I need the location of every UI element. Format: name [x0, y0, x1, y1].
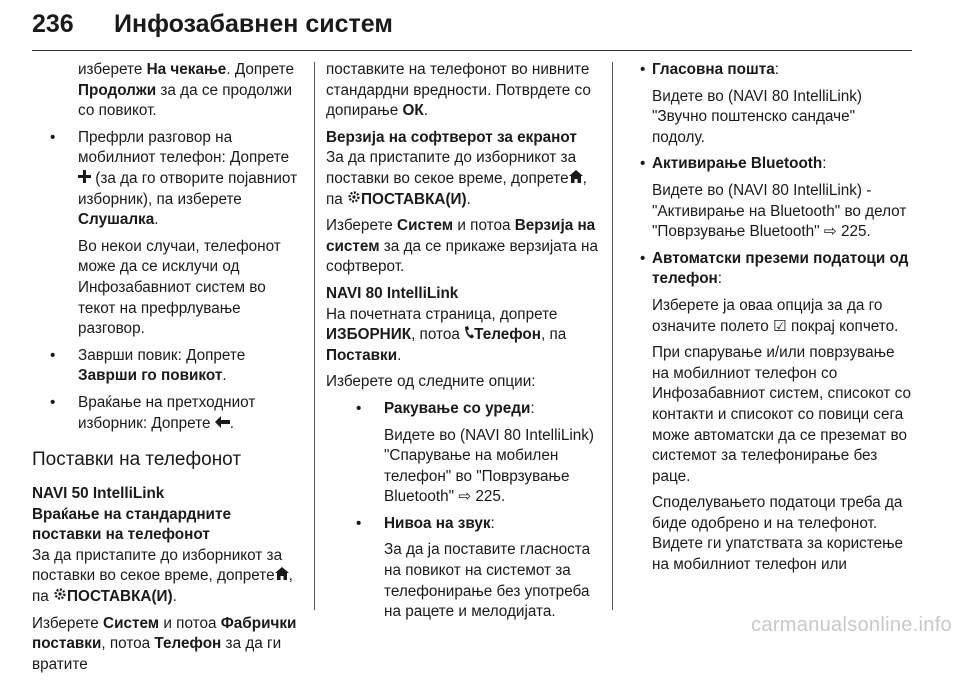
list-item-voicemail: • Гласовна пошта:: [622, 60, 912, 81]
sound-levels-desc: За да ја поставите гласноста на повикот на системот за телефонирање без употреба на рацете и мелодијата.: [384, 541, 591, 621]
column-2: [326, 60, 602, 629]
page-header: [32, 10, 912, 51]
restore-paragraph: За да пристапите до изборникот за поставки во секое време, допрете , па ПОСТАВКА(И).: [32, 546, 304, 608]
choose-paragraph: Изберете од следните опции:: [326, 373, 536, 391]
gear-icon: [53, 587, 67, 608]
subheading-navi80: NAVI 80 IntelliLink: [326, 284, 459, 302]
page-number: 236: [32, 10, 74, 38]
bluetooth-desc: Видете во (NAVI 80 IntelliLink) - "Активирање на Bluetooth" во делот "Поврзување Bluetooth" ⇨ 225.: [622, 181, 912, 243]
software-paragraph: За да пристапите до изборникот за поставки во секое време, допрете , па ПОСТАВКА(И).: [326, 148, 602, 210]
voicemail-desc: Видете во (NAVI 80 IntelliLink) "Звучно поштенско сандаче" подолу.: [652, 87, 863, 146]
plus-icon: [78, 169, 91, 190]
pairing-paragraph: При спарување и/или поврзување на мобилниот телефон со Инфозабавниот систем, списокот со контакти и списокот со повици сега може автоматски да се преземат во системот за телефонирање без раце.: [652, 344, 911, 485]
select-paragraph: Изберете Систем и потоа Фабрички поставки, потоа Телефон за да ги вратите: [32, 614, 297, 673]
subheading-software-version: Верзија на софтверот за екранот: [326, 128, 577, 146]
section-heading: Поставки на телефонот: [32, 449, 242, 471]
gear-icon: [347, 190, 361, 211]
list-item-transfer-call: • Префрли разговор на мобилниот телефон: Допрете (за да го отворите појавниот изборник), па изберете Слушалка.: [32, 128, 304, 231]
continuation-paragraph: поставките на телефонот во нивните стандардни вредности. Потврдете со допирање ОК.: [326, 61, 591, 120]
back-arrow-icon: [215, 414, 230, 435]
list-item-auto-download: • Автоматски преземи податоци од телефон:: [622, 249, 912, 290]
subheading-navi50: NAVI 50 IntelliLink: [32, 485, 165, 503]
column-1: [32, 60, 304, 681]
sharing-paragraph: Споделувањето податоци треба да биде одобрено и на телефонот. Видете ги упатствата за користење на мобилниот телефон или: [652, 494, 904, 574]
auto-download-desc: Изберете ја оваа опција за да го означите полето ☑ покрај копчето.: [622, 296, 912, 337]
list-item-sound-levels: • Нивоа на звук:: [326, 514, 602, 535]
page-title: Инфозабавнен систем: [114, 10, 393, 38]
subheading-restore: Враќање на стандардните поставки на телефонот: [32, 505, 231, 544]
column-divider: [612, 62, 613, 610]
list-item-back: • Враќање на претходниот изборник: Допрете .: [32, 393, 304, 434]
list-item-end-call: • Заврши повик: Допрете Заврши го повикот.: [32, 346, 304, 387]
list-item-bluetooth: • Активирање Bluetooth:: [622, 154, 912, 175]
column-divider: [314, 62, 315, 610]
device-management-desc: Видете во (NAVI 80 IntelliLink) "Спарување на мобилен телефон" во "Поврзување Bluetooth" ⇨ 225.: [326, 426, 602, 508]
page-reference-icon: ⇨: [823, 223, 837, 241]
watermark: carmanualsonline.info: [751, 614, 952, 637]
checkbox-icon: ☑: [773, 317, 787, 335]
home-icon: [569, 169, 583, 190]
list-item-device-management: • Ракување со уреди:: [326, 399, 602, 420]
intro-paragraph: изберете На чекање. Допрете Продолжи за да се продолжи со повикот.: [78, 61, 294, 120]
phone-icon: [464, 325, 474, 346]
home-icon: [275, 566, 289, 587]
note-paragraph: Во некои случаи, телефонот може да се исклучи од Инфозабавниот систем во текот на префрлување разговор.: [78, 237, 281, 338]
column-3: [622, 60, 912, 582]
software-select-paragraph: Изберете Систем и потоа Верзија на систем за да се прикаже верзијата на софтверот.: [326, 217, 598, 276]
page-reference-icon: ⇨: [458, 488, 472, 506]
home-paragraph: На почетната страница, допрете ИЗБОРНИК, потоа Телефон, па Поставки.: [326, 305, 567, 364]
